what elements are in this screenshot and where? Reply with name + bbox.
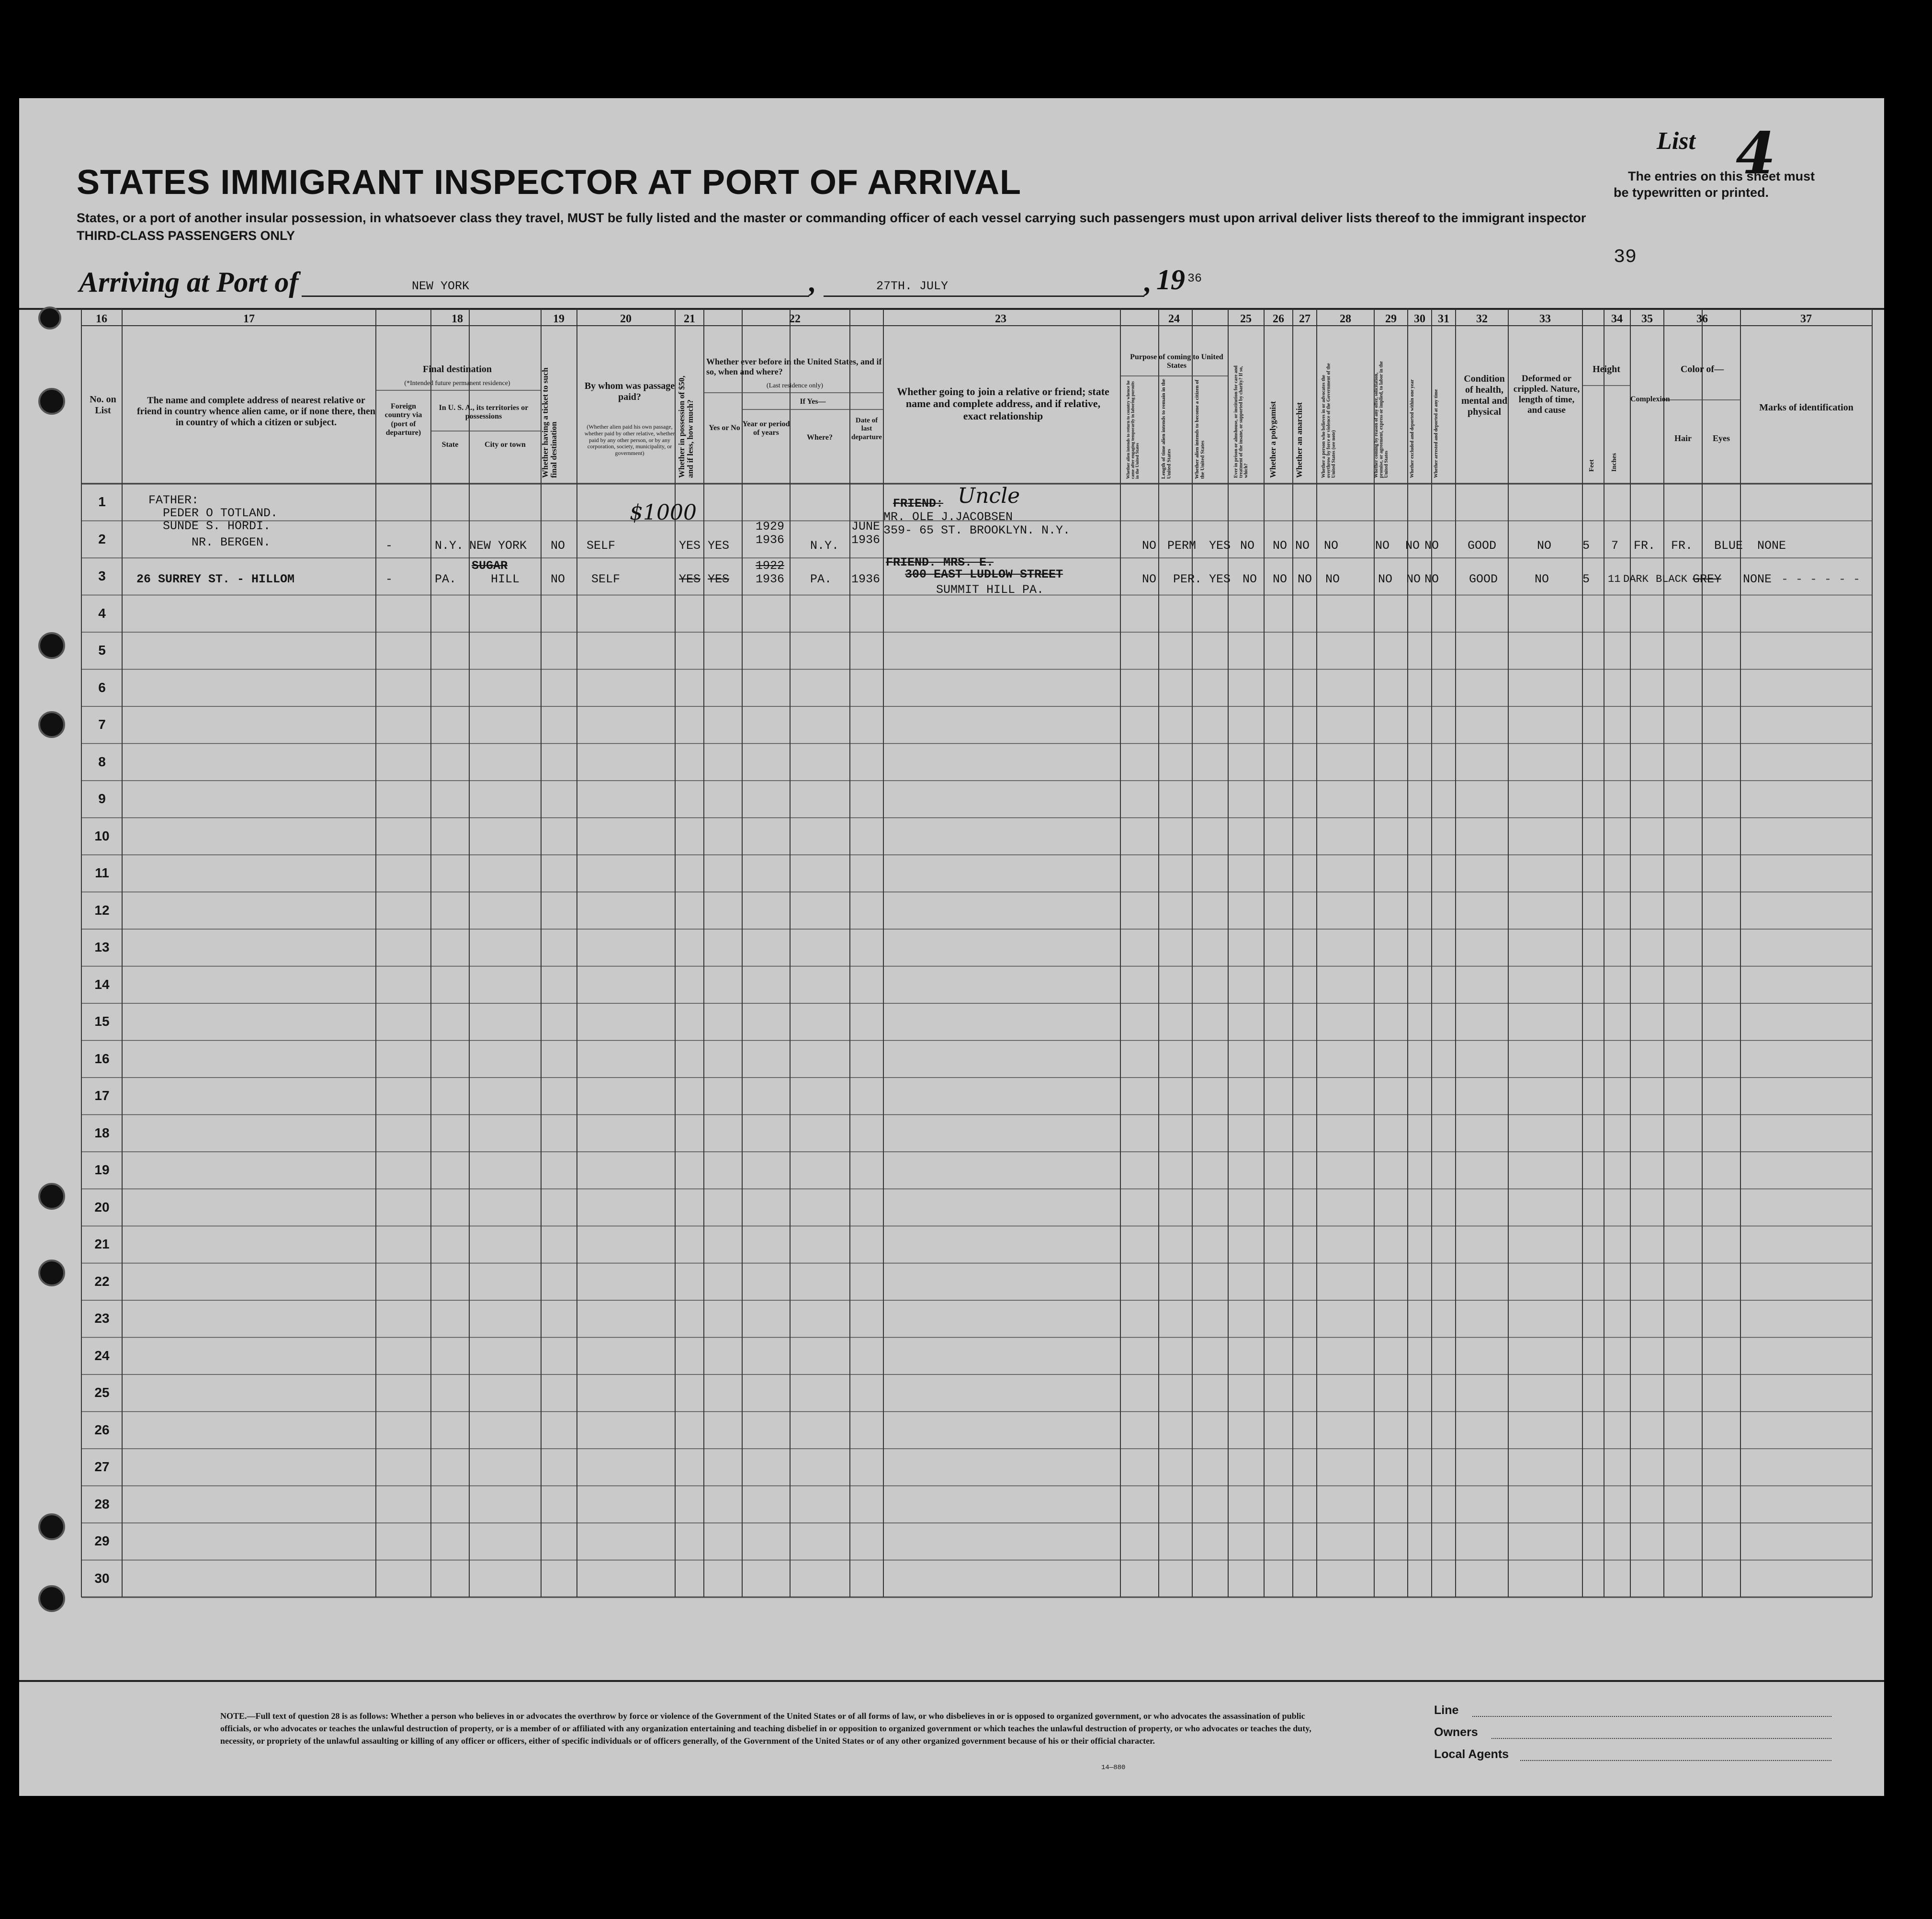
hdr-c32: Condition of health, mental and physical — [1461, 374, 1508, 417]
join-line-1: MR. OLE J.JACOBSEN — [883, 510, 1013, 524]
departure-1: JUNE — [851, 520, 881, 534]
punch-hole — [38, 307, 61, 329]
hdr-c20-note: (Whether alien paid his own passage, whether paid by other relative, whether paid by any other person, or by any corporation, society, municipality, or government) — [584, 423, 675, 457]
eyes: GREY — [1693, 572, 1722, 586]
column-number: 30 — [1414, 313, 1425, 325]
punch-hole — [38, 1585, 65, 1612]
foreign-country: - — [385, 539, 393, 553]
deformed: NO — [1535, 572, 1549, 586]
where: N.Y. — [810, 539, 839, 553]
paid-by: SELF — [591, 572, 621, 586]
subtitle: States, or a port of another insular possession, in whatsoever class they travel, MUST be fully listed and the master or commanding officer of each vessel carrying such passengers must upon arrival deliver lists thereof to the immigrant inspector — [77, 211, 1586, 225]
hdr-c24b: Length of time alien intends to remain in the United States — [1161, 379, 1172, 479]
relative-line-2: PEDER O TOTLAND. — [163, 506, 278, 520]
hdr-no-on-list: No. on List — [90, 394, 116, 416]
row-number: 17 — [94, 1088, 110, 1103]
anarchist: NO — [1295, 539, 1310, 553]
agents-label: Local Agents — [1434, 1748, 1509, 1761]
c31: NO — [1424, 539, 1439, 553]
departure: 1936 — [851, 572, 881, 586]
row-number: 29 — [94, 1533, 110, 1548]
c28: NO — [1324, 539, 1339, 553]
manifest-grid — [19, 98, 1884, 1796]
c30: NO — [1406, 572, 1421, 586]
hdr-c22-note: (Last residence only) — [766, 382, 824, 389]
year-suffix: 36 — [1187, 272, 1202, 285]
hdr-c18-usa: In U. S. A., its territories or possessions — [439, 404, 529, 421]
row-number: 5 — [98, 643, 106, 658]
punch-hole — [38, 1513, 65, 1540]
ticket: NO — [551, 539, 565, 553]
row-number: 16 — [94, 1051, 110, 1066]
hdr-c17: The name and complete address of nearest relative or friend in country whence alien came, or if none there, then in country of which a citizen or subject. — [136, 395, 376, 428]
join-line-2: 359- 65 ST. BROOKLYN. N.Y. — [883, 523, 1071, 537]
hair: FR. — [1671, 539, 1693, 553]
column-number: 25 — [1240, 313, 1252, 325]
hdr-c35: Complexion — [1630, 395, 1670, 403]
column-number: 23 — [995, 313, 1006, 325]
punch-hole — [38, 632, 65, 659]
hdr-c29: Whether coming by reason of any offer, solicitation, promise, or agreement, express or implied, to labor in the United States — [1374, 361, 1389, 478]
join-line-1: SUMMIT HILL PA. — [936, 583, 1044, 597]
hdr-c33: Deformed or crippled. Nature, length of time, and cause — [1513, 374, 1580, 415]
prison: NO — [1240, 539, 1255, 553]
hdr-c25: Ever in prison or almshouse, or institution for care and treatment of the insane, or supported by charity? If so, which? — [1233, 365, 1249, 478]
hdr-c27: Whether an anarchist — [1295, 402, 1304, 478]
purpose-return: NO — [1142, 572, 1157, 586]
marks: NONE — [1743, 572, 1772, 586]
column-number: 18 — [452, 313, 463, 325]
column-number: 20 — [620, 313, 632, 325]
years-1: 1922 — [756, 559, 785, 573]
owners-underline — [1491, 1738, 1831, 1739]
money: YES — [679, 539, 701, 553]
column-number: 19 — [553, 313, 565, 325]
column-number: 36 — [1696, 313, 1708, 325]
inches: 7 — [1611, 539, 1619, 553]
hdr-c36: Color of— — [1680, 364, 1724, 375]
hdr-c18-note: (*Intended future permanent residence) — [404, 380, 510, 387]
row-number: 15 — [94, 1014, 110, 1029]
list-label: List — [1657, 127, 1695, 155]
city: NEW YORK — [469, 539, 527, 553]
hdr-c22-if-yes: If Yes— — [800, 397, 826, 406]
row-number: 30 — [94, 1570, 110, 1586]
row-number: 23 — [94, 1311, 110, 1326]
port-underline — [302, 295, 809, 297]
hdr-c31: Whether arrested and deported at any time — [1434, 389, 1439, 478]
row-number: 8 — [98, 754, 106, 769]
owners-label: Owners — [1434, 1726, 1478, 1739]
purpose-citizen: YES — [1209, 572, 1231, 586]
before: YES — [708, 572, 730, 586]
departure-2: 1936 — [851, 533, 881, 547]
where: PA. — [810, 572, 832, 586]
hdr-c22-where: Where? — [807, 433, 833, 442]
comma-2: , — [1144, 266, 1152, 298]
purpose-length: PER. — [1173, 572, 1202, 586]
hdr-c36-hair: Hair — [1674, 433, 1692, 443]
hdr-c18-city: City or town — [485, 441, 526, 449]
hdr-c24a: Whether alien intends to return to country whence he came after engaging temporarily in laboring pursuits in the United States — [1126, 380, 1140, 479]
hdr-c34-inches: Inches — [1611, 453, 1618, 472]
c29: NO — [1378, 572, 1393, 586]
deformed: NO — [1537, 539, 1552, 553]
row-number: 14 — [94, 977, 110, 992]
date-underline — [824, 295, 1144, 297]
c30: NO — [1405, 539, 1420, 553]
city-line-1: SUGAR — [472, 559, 508, 573]
row-number: 24 — [94, 1348, 110, 1363]
c31: NO — [1424, 572, 1439, 586]
join-struck: FRIEND: — [893, 497, 944, 511]
column-number: 34 — [1611, 313, 1623, 325]
complexion: FR. — [1634, 539, 1656, 553]
purpose-return: NO — [1142, 539, 1157, 553]
date-value: 27TH. JULY — [876, 279, 949, 293]
class-line: THIRD-CLASS PASSENGERS ONLY — [77, 228, 295, 243]
row-number: 4 — [98, 605, 106, 621]
relative-line-4: NR. BERGEN. — [192, 535, 271, 549]
hdr-c24c: Whether alien intends to become a citizen of the United States — [1194, 379, 1206, 479]
column-number: 31 — [1438, 313, 1449, 325]
row-number: 10 — [94, 828, 110, 843]
relative-line-1: FATHER: — [148, 493, 199, 507]
row-number: 12 — [94, 902, 110, 918]
row-number: 22 — [94, 1273, 110, 1289]
row-number: 21 — [94, 1237, 110, 1251]
hdr-c37: Marks of identification — [1759, 402, 1853, 413]
hdr-c20: By whom was passage paid? — [584, 381, 675, 402]
punch-hole — [38, 388, 65, 415]
year-prefix: 19 — [1156, 264, 1185, 295]
years-2: 1936 — [756, 533, 785, 547]
hdr-c23: Whether going to join a relative or friend; state name and complete address, and if relative, exact relationship — [897, 386, 1109, 422]
column-number: 17 — [243, 313, 255, 325]
hdr-c24: Purpose of coming to United States — [1130, 353, 1223, 370]
column-number: 24 — [1168, 313, 1180, 325]
line-label: Line — [1434, 1703, 1459, 1717]
row-number: 26 — [94, 1422, 110, 1437]
city-line-2: HILL — [491, 572, 520, 586]
money-handwritten: $1000 — [630, 500, 697, 525]
marks: NONE — [1757, 539, 1786, 553]
eyes: BLUE — [1714, 539, 1743, 553]
row-number: 7 — [98, 717, 106, 732]
column-number: 37 — [1800, 313, 1812, 325]
punch-hole — [38, 1260, 65, 1286]
feet: 5 — [1582, 539, 1590, 553]
row-number: 20 — [94, 1199, 110, 1215]
hdr-c22-years: Year or period of years — [742, 420, 790, 437]
years-2: 1936 — [756, 572, 785, 586]
footnote: NOTE.—Full text of question 28 is as follows: Whether a person who believes in or advocates the overthrow by force or violence of the Government of the United States or of all forms of law, or who disbelieves in or is opposed to organized government, or who advocates the assassination of public officials, or who advocates or teaches the unlawful destruction of property, or is a member of or affiliated with any organization entertaining and teaching disbelief in or opposition to organized government or which teaches the unlawful destruction of property, or who advocates or teaches the duty, necessity, or propriety of the unlawful assaulting or killing of any officer or officers, either of specific individuals or of officers generally, of the Government of the United States or of any other organized government because of his or their official character. — [220, 1711, 1311, 1746]
hdr-c28: Whether a person who believes in or advocates the overthrow by force or violence of the Government of the United States (see note) — [1321, 363, 1336, 478]
row-number: 25 — [94, 1385, 110, 1400]
polygamist: NO — [1273, 539, 1288, 553]
column-number: 26 — [1273, 313, 1284, 325]
list-number: 4 — [1736, 120, 1776, 187]
join-struck-2: 300 EAST LUDLOW STREET — [905, 568, 1063, 581]
complexion: DARK — [1623, 573, 1649, 585]
c29: NO — [1375, 539, 1390, 553]
hair: BLACK — [1656, 573, 1688, 585]
column-number: 33 — [1539, 313, 1551, 325]
column-number: 29 — [1385, 313, 1397, 325]
hdr-c34-feet: Feet — [1588, 459, 1595, 472]
health: GOOD — [1469, 572, 1498, 586]
form-number: 14—880 — [1101, 1764, 1126, 1771]
column-number: 28 — [1340, 313, 1351, 325]
health: GOOD — [1468, 539, 1497, 553]
sheet-number: 39 — [1614, 247, 1637, 268]
foreign-country: - — [385, 572, 393, 586]
punch-hole — [38, 711, 65, 738]
c28: NO — [1325, 572, 1340, 586]
row-number: 27 — [94, 1459, 110, 1474]
hdr-c22: Whether ever before in the United States, and if so, when and where? — [706, 357, 882, 376]
relative-line-3: SUNDE S. HORDI. — [163, 519, 271, 533]
purpose-citizen: YES — [1209, 539, 1231, 553]
money: YES — [679, 572, 701, 586]
state: PA. — [435, 572, 457, 586]
hdr-c36-eyes: Eyes — [1713, 433, 1730, 443]
column-number: 22 — [789, 313, 801, 325]
polygamist: NO — [1273, 572, 1288, 586]
row-number: 18 — [94, 1125, 110, 1140]
before: YES — [708, 539, 730, 553]
hdr-c18-foreign: Foreign country via (port of departure) — [384, 402, 422, 437]
row-number: 13 — [94, 940, 110, 954]
arriving-label: Arriving at Port of — [79, 266, 299, 298]
hdr-c26: Whether a polygamist — [1268, 401, 1277, 478]
row-number: 19 — [94, 1162, 110, 1177]
state: N.Y. — [435, 539, 464, 553]
line-underline — [1472, 1716, 1831, 1717]
row-number: 11 — [95, 865, 109, 880]
prison: NO — [1243, 572, 1257, 586]
page-title: STATES IMMIGRANT INSPECTOR AT PORT OF ARRIVAL — [77, 163, 1021, 202]
row-number: 1 — [98, 494, 106, 509]
join-struck-1: FRIEND. MRS. E. — [886, 556, 994, 569]
join-handwritten: Uncle — [958, 484, 1020, 508]
manifest-sheet — [19, 98, 1884, 1796]
list-note-2: be typewritten or printed. — [1614, 185, 1769, 200]
comma: , — [809, 266, 816, 298]
hdr-c19: Whether having a ticket to such final destination — [541, 367, 558, 478]
hdr-c18: Final destination — [423, 364, 492, 375]
column-number: 16 — [96, 313, 107, 325]
row-number: 28 — [94, 1496, 110, 1511]
punch-hole — [38, 1183, 65, 1210]
hdr-c21: Whether in possession of $50, and if less, how much? — [677, 375, 695, 478]
row-number: 6 — [98, 680, 106, 695]
port-value: NEW YORK — [412, 279, 470, 293]
column-number: 35 — [1641, 313, 1653, 325]
list-note-1: The entries on this sheet must — [1628, 169, 1815, 183]
relative-line-1: 26 SURREY ST. - HILLOM — [136, 572, 295, 586]
paid-by: SELF — [587, 539, 616, 553]
hdr-c22-yes-no: Yes or No — [709, 424, 740, 432]
hdr-c30: Whether excluded and deported within one year — [1410, 379, 1415, 478]
row-number: 9 — [98, 791, 106, 806]
inches: 11 — [1608, 573, 1621, 585]
column-number: 27 — [1299, 313, 1311, 325]
hdr-c34: Height — [1593, 364, 1620, 375]
agents-underline — [1520, 1760, 1831, 1761]
purpose-length: PERM — [1167, 539, 1197, 553]
hdr-c18-state: State — [441, 441, 459, 449]
row-number: 2 — [98, 531, 106, 546]
column-number: 21 — [684, 313, 695, 325]
years-1: 1929 — [756, 520, 785, 534]
row-number: 3 — [98, 568, 106, 583]
column-number: 32 — [1476, 313, 1488, 325]
ticket: NO — [551, 572, 565, 586]
feet: 5 — [1582, 572, 1590, 586]
dash-fill: - - - - - - — [1781, 572, 1861, 586]
hdr-c22-date: Date of last departure — [851, 417, 882, 441]
anarchist: NO — [1298, 572, 1312, 586]
